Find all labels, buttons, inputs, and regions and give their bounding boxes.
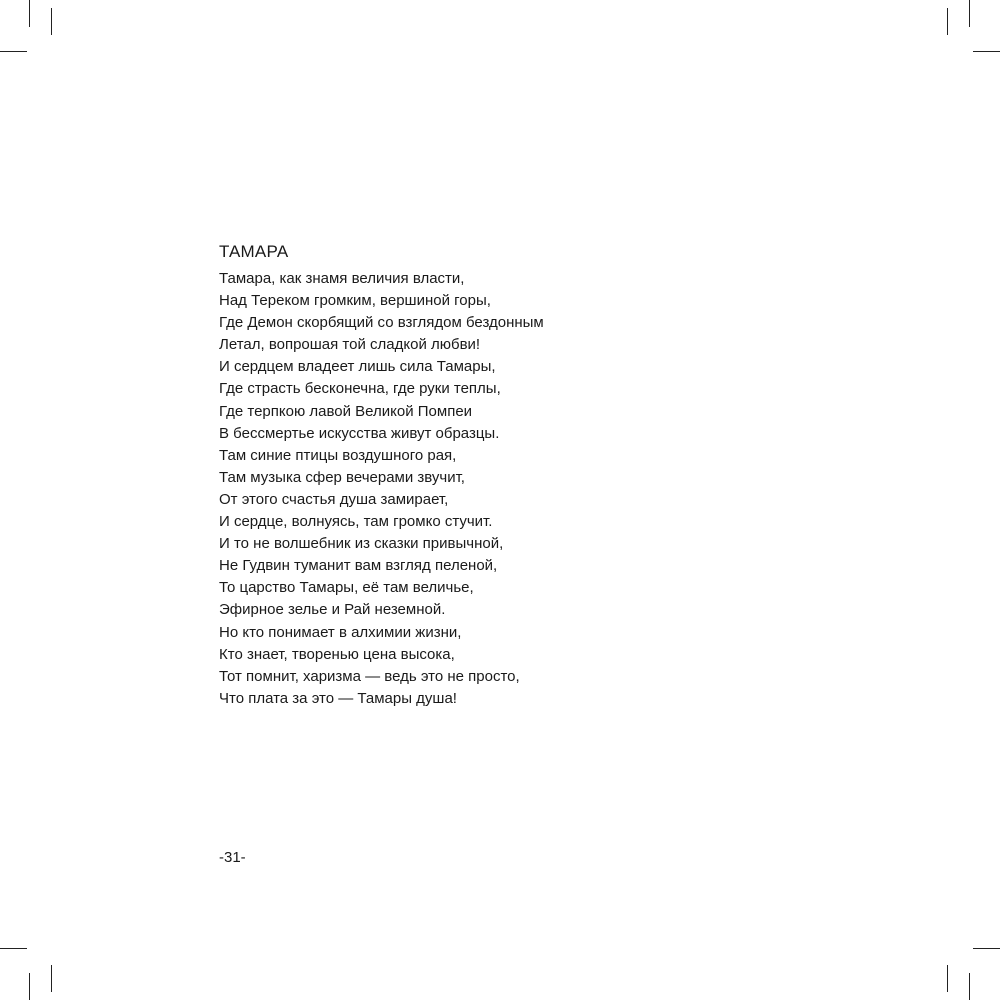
crop-mark-bottom-right-outer: [969, 973, 970, 1000]
poem-line: Что плата за это — Тамары душа!: [219, 689, 457, 707]
crop-mark-bottom-left-outer: [29, 973, 30, 1000]
poem-line: И сердце, волнуясь, там громко стучит.: [219, 513, 493, 531]
poem-line: Тот помнит, харизма — ведь это не просто,: [219, 667, 520, 685]
poem-line: Где Демон скорбящий со взглядом бездонным: [219, 314, 544, 332]
poem-line: Но кто понимает в алхимии жизни,: [219, 623, 462, 641]
poem-line: Там синие птицы воздушного рая,: [219, 446, 457, 464]
poem: [219, 241, 779, 707]
poem-line: Там музыка сфер вечерами звучит,: [219, 468, 465, 486]
poem-line: И то не волшебник из сказки привычной,: [219, 535, 504, 553]
poem-title: ТАМАРА: [219, 242, 289, 261]
crop-mark-top-right-inner: [947, 8, 948, 35]
poem-line: От этого счастья душа замирает,: [219, 490, 449, 508]
poem-line: Эфирное зелье и Рай неземной.: [219, 601, 446, 619]
page-number: -31-: [219, 849, 246, 866]
poem-line: Кто знает, творенью цена высока,: [219, 645, 455, 663]
crop-mark-bottom-left-inner: [51, 965, 52, 992]
crop-mark-top-left-outer: [29, 0, 30, 27]
crop-mark-top-right-outer: [969, 0, 970, 27]
crop-mark-bottom-right-horizontal: [973, 948, 1000, 949]
crop-mark-top-left-inner: [51, 8, 52, 35]
poem-body: [219, 268, 544, 710]
poem-line: Где терпкою лавой Великой Помпеи: [219, 402, 473, 420]
poem-line: Где страсть бесконечна, где руки теплы,: [219, 380, 501, 398]
crop-mark-bottom-right-inner: [947, 965, 948, 992]
poem-line: Над Тереком громким, вершиной горы,: [219, 292, 491, 310]
crop-mark-top-left-horizontal: [0, 51, 27, 52]
poem-line: И сердцем владеет лишь сила Тамары,: [219, 358, 496, 376]
poem-line: В бессмертье искусства живут образцы.: [219, 424, 500, 442]
poem-line: То царство Тамары, её там величье,: [219, 579, 474, 597]
poem-line: Летал, вопрошая той сладкой любви!: [219, 336, 481, 354]
crop-mark-top-right-horizontal: [973, 51, 1000, 52]
poem-line: Не Гудвин туманит вам взгляд пеленой,: [219, 557, 498, 575]
poem-line: Тамара, как знамя величия власти,: [219, 270, 465, 287]
crop-mark-bottom-left-horizontal: [0, 948, 27, 949]
